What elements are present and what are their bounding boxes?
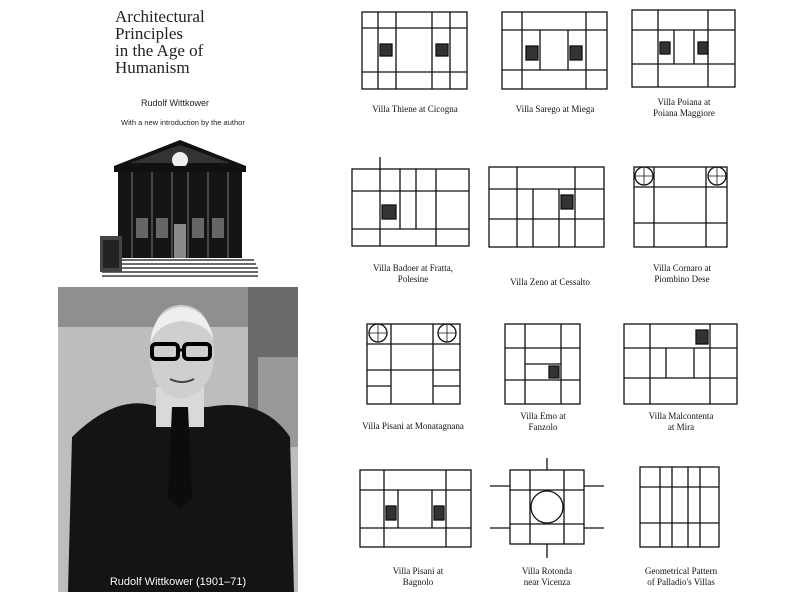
villa-plan (630, 8, 738, 90)
book-intro: With a new introduction by the author (121, 118, 245, 127)
plan-label-line: Bagnolo (402, 577, 434, 587)
plan-label (612, 263, 752, 285)
villa-plan (365, 322, 463, 408)
book-title-line: Humanism (115, 58, 190, 77)
plan-label (343, 263, 483, 285)
villa-plan (622, 322, 740, 408)
villa-plan (490, 458, 604, 558)
villa-plan (350, 155, 472, 249)
book-author: Rudolf Wittkower (141, 98, 210, 108)
plan-label (473, 411, 613, 433)
villa-plans-grid (340, 0, 770, 592)
plan-label-line: near Vicenza (523, 577, 571, 587)
villa-plan (503, 322, 583, 408)
plan-label-line: at Mira (667, 422, 695, 432)
plan-label-line: Fanzolo (528, 422, 558, 432)
plan-label-line: Villa Pisani at Monatagnana (362, 421, 464, 431)
plan-label (611, 411, 751, 433)
plan-label (614, 97, 754, 119)
plan-label (343, 421, 483, 432)
plan-label-line: Villa Rotonda (521, 566, 573, 576)
plan-label (345, 104, 485, 115)
portrait-photo (58, 287, 298, 592)
portrait-image (58, 287, 298, 592)
plan-label (348, 566, 488, 588)
plan-label-line: Villa Emo at (520, 411, 566, 421)
plan-label (480, 277, 620, 288)
plan-label (611, 566, 751, 588)
villa-plan (632, 165, 730, 251)
plan-label-line: Geometrical Pattern (644, 566, 718, 576)
book-title-line: Principles (115, 24, 183, 43)
villa-plan (487, 165, 607, 251)
book-cover (95, 0, 265, 290)
plan-label (485, 104, 625, 115)
villa-plan (358, 468, 474, 550)
villa-plan (638, 465, 722, 551)
plan-label-line: Villa Sarego at Miega (515, 104, 595, 114)
plan-label-line: Villa Badoer at Fratta, (373, 263, 453, 273)
book-title-line: in the Age of (115, 41, 204, 60)
plan-label-line: Villa Cornaro at (653, 263, 711, 273)
villa-plan (360, 10, 470, 92)
plan-label-line: Poiana Maggiore (653, 108, 715, 118)
plan-label (477, 566, 617, 588)
plan-label-line: Piombino Dese (654, 274, 710, 284)
plan-label-line: Villa Thiene at Cicogna (372, 104, 458, 114)
plan-label-line: Villa Zeno at Cessalto (510, 277, 590, 287)
book-title-line: Architectural (115, 7, 205, 26)
plan-label-line: of Palladio's Villas (647, 577, 715, 587)
villa-plan (500, 10, 610, 92)
plan-label-line: Villa Malcontenta (648, 411, 714, 421)
book-title (115, 8, 265, 76)
temple-illustration (100, 138, 260, 283)
plan-label-line: Polesine (397, 274, 429, 284)
portrait-caption: Rudolf Wittkower (1901–71) (109, 576, 247, 588)
plan-label-line: Villa Poiana at (657, 97, 711, 107)
plan-label-line: Villa Pisani at (392, 566, 444, 576)
